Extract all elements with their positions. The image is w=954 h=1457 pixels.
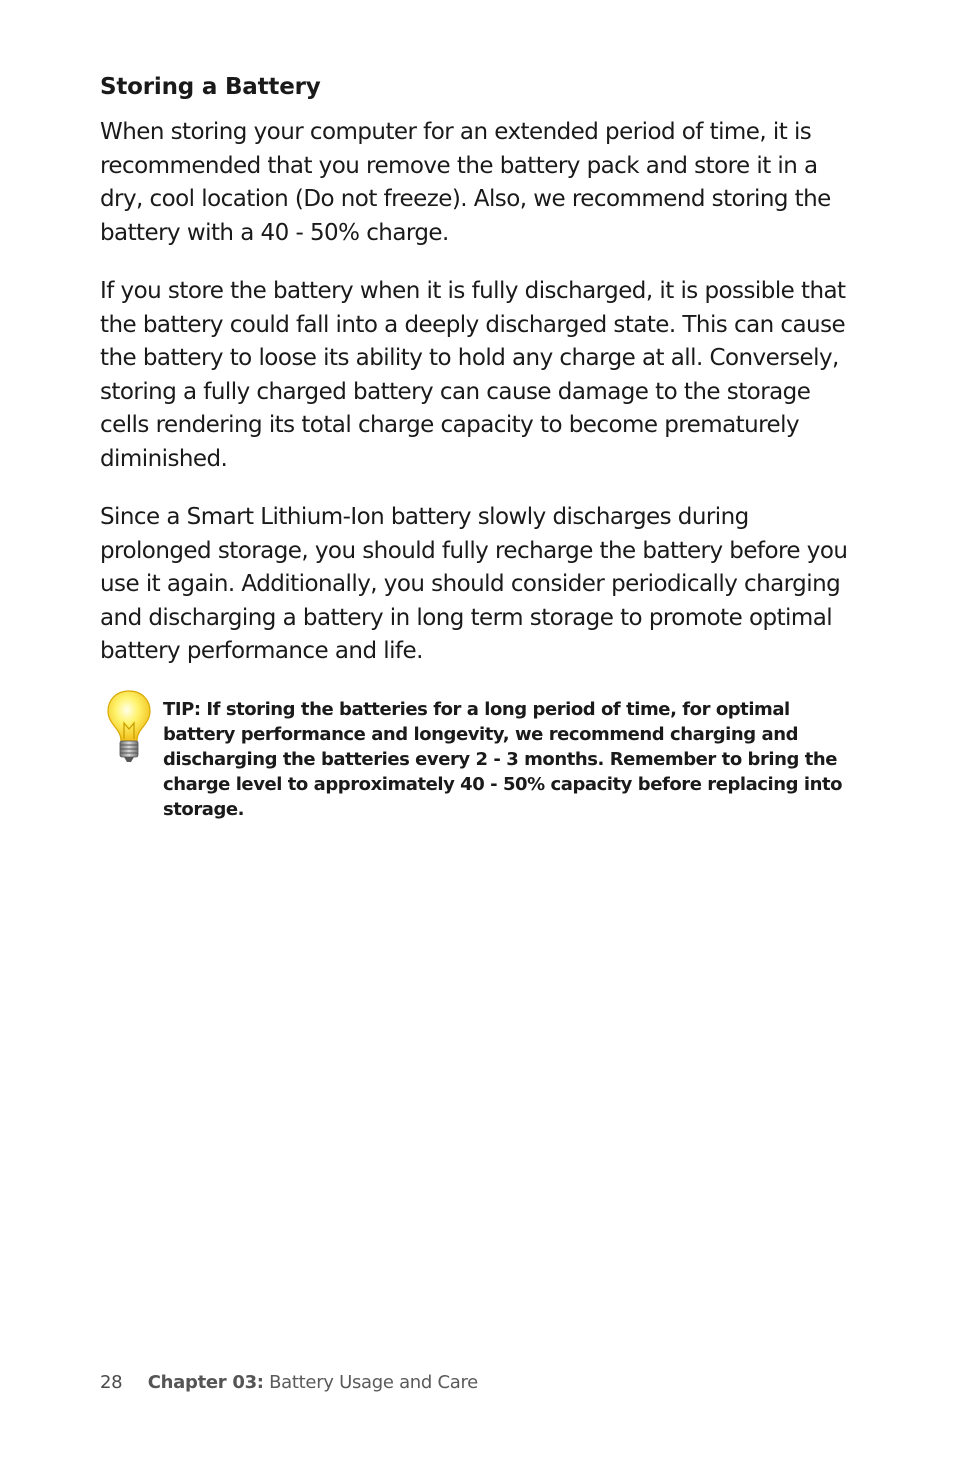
paragraph-discharge: If you store the battery when it is fully discharged, it is possible that the battery could fall into a deeply discharged state. This can cause the battery to loose its ability to hold any charge at all. Conversely, storing a fully charged battery can cause damage to the storage cells rendering its total charge capacity to become prematurely diminished. [100, 278, 846, 472]
section-heading: Storing a Battery [100, 74, 321, 100]
paragraph-storing: When storing your computer for an extended period of time, it is recommended that you remove the battery pack and store it in a dry, cool location (Do not freeze). Also, we recommend storing the battery with a 40 - 50% charge. [100, 119, 831, 246]
chapter-label: Chapter 03: [147, 1372, 264, 1393]
page-content [100, 70, 860, 822]
paragraph-recharge: Since a Smart Lithium-Ion battery slowly discharges during prolonged storage, you should fully recharge the battery before you use it again. Additionally, you should consider periodically charging and discharging a battery in long term storage to promote optimal battery performance and life. [100, 504, 848, 664]
page-number: 28 [100, 1372, 123, 1393]
chapter-title: Battery Usage and Care [269, 1372, 478, 1393]
tip-text: TIP: If storing the batteries for a long period of time, for optimal battery performance and longevity, we recommend charging and discharging the batteries every 2 - 3 months. Remember to bring the charge level to approximately 40 - 50% capacity before replacing into storage. [163, 698, 843, 820]
tip-box [100, 697, 860, 822]
page-footer [100, 1370, 478, 1396]
lightbulb-icon [105, 689, 153, 767]
